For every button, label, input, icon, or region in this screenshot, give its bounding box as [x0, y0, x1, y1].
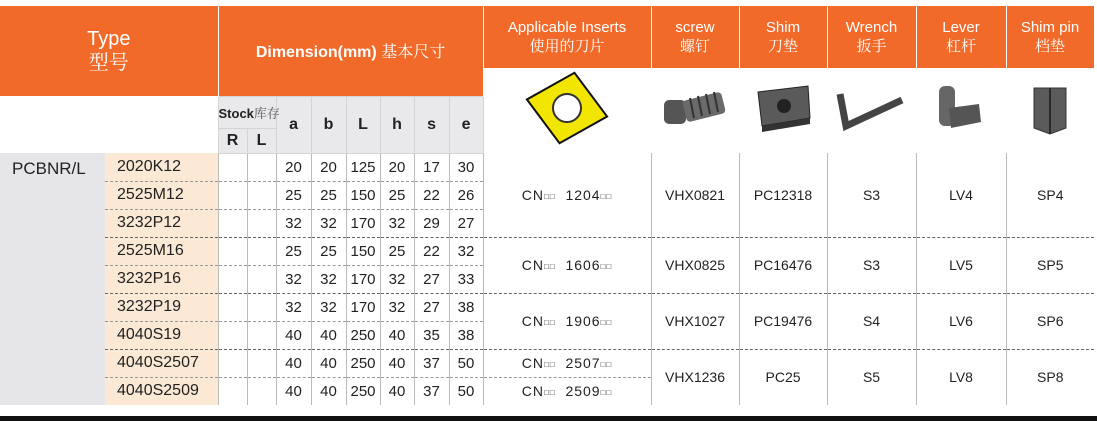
lever-icon: [931, 78, 991, 138]
insert-cell: [483, 377, 651, 405]
dim-a: 40: [276, 349, 311, 377]
dim-e-header: e: [449, 96, 483, 153]
dim-L: 125: [346, 153, 380, 181]
insert-prefix: CN: [521, 186, 544, 203]
dim-h: 40: [380, 377, 414, 405]
wrench-cell: S3: [827, 153, 916, 237]
dim-s-header: s: [414, 96, 449, 153]
dim-e: 33: [449, 265, 483, 293]
screw-icon: [660, 78, 730, 138]
stock-header: [218, 96, 280, 128]
lever-header: [916, 6, 1006, 68]
wrench-cell: S3: [827, 237, 916, 293]
stock-r: [218, 153, 247, 181]
dim-b: 40: [311, 377, 346, 405]
dim-h: 32: [380, 293, 414, 321]
stock-l: [247, 209, 276, 237]
dim-h-header: h: [380, 96, 414, 153]
shimpin-header: [1006, 6, 1094, 68]
insert-num: 2507: [565, 355, 601, 371]
stock-r: [218, 293, 247, 321]
screw-header-cn: 螺钉: [680, 38, 711, 55]
screw-image-cell: [651, 68, 739, 153]
row-code: 4040S2507: [105, 349, 218, 377]
dim-s: 22: [414, 237, 449, 265]
dim-L: 250: [346, 377, 380, 405]
wrench-cell: S5: [827, 349, 916, 405]
insert-box: □□: [543, 261, 556, 271]
dim-b: 32: [311, 293, 346, 321]
insert-cell: [483, 153, 651, 237]
dim-a: 25: [276, 237, 311, 265]
insert-box: □□: [600, 317, 613, 327]
shim-cell: PC25: [739, 349, 827, 405]
shimpin-header-cn: 档垫: [1035, 38, 1066, 55]
stock-header-cn: 库存: [253, 105, 280, 121]
dim-b: 32: [311, 209, 346, 237]
row-code: 2020K12: [105, 153, 218, 181]
insert-cell: [483, 237, 651, 293]
insert-cell: [483, 293, 651, 349]
dim-h: 25: [380, 181, 414, 209]
wrench-cell: S4: [827, 293, 916, 349]
wrench-header-cn: 扳手: [856, 38, 887, 55]
stock-r: [218, 181, 247, 209]
insert-prefix: CN: [521, 313, 544, 329]
dim-e: 27: [449, 209, 483, 237]
lever-image-cell: [916, 68, 1006, 153]
dim-h: 20: [380, 153, 414, 181]
screw-cell: VHX0825: [651, 237, 739, 293]
insert-num: 2509: [565, 383, 601, 400]
dim-s: 17: [414, 153, 449, 181]
insert-box: □□: [543, 388, 556, 398]
insert-box: □□: [543, 317, 556, 327]
lever-cell: LV6: [916, 293, 1006, 349]
stock-l: [247, 265, 276, 293]
dim-s: 27: [414, 293, 449, 321]
screw-header: [651, 6, 739, 68]
dim-e: 38: [449, 293, 483, 321]
inserts-header: [483, 6, 651, 68]
shim-cell: PC16476: [739, 237, 827, 293]
stock-r: [218, 321, 247, 349]
inserts-header-cn: 使用的刀片: [529, 38, 605, 55]
stock-r: [218, 237, 247, 265]
insert-num: 1606: [565, 257, 601, 273]
stock-l: [247, 181, 276, 209]
row-code: 3232P19: [105, 293, 218, 321]
wrench-icon: [832, 78, 912, 138]
lever-cell: LV4: [916, 153, 1006, 237]
dim-e: 30: [449, 153, 483, 181]
dim-L-header: L: [346, 96, 380, 153]
bottom-rule: [0, 416, 1097, 421]
shim-image-cell: [739, 68, 827, 153]
dim-a-header: a: [276, 96, 311, 153]
dim-L: 170: [346, 209, 380, 237]
dim-b: 32: [311, 265, 346, 293]
insert-box: □□: [600, 261, 613, 271]
stock-r-header: R: [218, 128, 247, 153]
shimpin-icon: [1020, 78, 1080, 138]
dim-b: 25: [311, 181, 346, 209]
insert-cell: [483, 349, 651, 377]
dim-h: 40: [380, 321, 414, 349]
insert-box: □□: [600, 388, 613, 398]
insert-box: □□: [600, 359, 613, 369]
stock-l: [247, 237, 276, 265]
dim-a: 32: [276, 265, 311, 293]
row-code: 3232P16: [105, 265, 218, 293]
type-header-en: Type: [87, 28, 131, 50]
stock-l: [247, 293, 276, 321]
stock-l: [247, 349, 276, 377]
inserts-header-en: Applicable Inserts: [507, 19, 627, 36]
dim-s: 27: [414, 265, 449, 293]
dim-h: 25: [380, 237, 414, 265]
insert-prefix: CN: [521, 383, 544, 400]
dim-b: 20: [311, 153, 346, 181]
row-code: 4040S2509: [105, 377, 218, 405]
insert-num: 1906: [565, 313, 601, 329]
shim-icon: [748, 78, 818, 138]
stock-l: [247, 153, 276, 181]
dim-s: 22: [414, 181, 449, 209]
stock-r: [218, 349, 247, 377]
shimpin-cell: SP4: [1006, 153, 1094, 237]
dim-s: 37: [414, 377, 449, 405]
stock-l: [247, 321, 276, 349]
dim-b: 40: [311, 349, 346, 377]
dim-a: 25: [276, 181, 311, 209]
row-code: 4040S19: [105, 321, 218, 349]
insert-image-cell: [483, 68, 651, 153]
shimpin-image-cell: [1006, 68, 1094, 153]
dim-a: 40: [276, 321, 311, 349]
type-header: [0, 6, 218, 96]
series-cell: PCBNR/L: [0, 153, 105, 405]
stock-r: [218, 209, 247, 237]
wrench-image-cell: [827, 68, 916, 153]
dim-h: 32: [380, 265, 414, 293]
screw-cell: VHX1236: [651, 349, 739, 405]
insert-prefix: CN: [521, 355, 544, 371]
shimpin-cell: SP6: [1006, 293, 1094, 349]
dim-L: 250: [346, 321, 380, 349]
dim-L: 170: [346, 265, 380, 293]
stock-l: [247, 377, 276, 405]
row-code: 2525M12: [105, 181, 218, 209]
dim-L: 170: [346, 293, 380, 321]
row-code: 2525M16: [105, 237, 218, 265]
shimpin-cell: SP5: [1006, 237, 1094, 293]
wrench-header: [827, 6, 916, 68]
wrench-header-en: Wrench: [845, 19, 898, 36]
lever-cell: LV8: [916, 349, 1006, 405]
stock-r: [218, 377, 247, 405]
stock-header-en: Stock: [218, 105, 254, 121]
dim-a: 32: [276, 209, 311, 237]
dim-b: 25: [311, 237, 346, 265]
dim-b-header: b: [311, 96, 346, 153]
insert-num: 1204: [565, 186, 601, 203]
shim-header-en: Shim: [765, 19, 801, 36]
dim-h: 40: [380, 349, 414, 377]
lever-header-cn: 杠杆: [946, 38, 977, 55]
dim-h: 32: [380, 209, 414, 237]
dim-e: 50: [449, 349, 483, 377]
dim-L: 250: [346, 349, 380, 377]
row-code: 3232P12: [105, 209, 218, 237]
type-spacer-2: [0, 128, 218, 153]
dim-e: 26: [449, 181, 483, 209]
stock-l-header: L: [247, 128, 276, 153]
shimpin-cell: SP8: [1006, 349, 1094, 405]
dimension-header: [218, 6, 483, 96]
dimension-header-cn: 基本尺寸: [381, 44, 446, 62]
screw-header-en: screw: [675, 19, 715, 36]
dim-s: 37: [414, 349, 449, 377]
dim-L: 150: [346, 237, 380, 265]
dim-a: 40: [276, 377, 311, 405]
dim-b: 40: [311, 321, 346, 349]
stock-r: [218, 265, 247, 293]
insert-box: □□: [600, 191, 613, 201]
dim-s: 35: [414, 321, 449, 349]
shim-cell: PC19476: [739, 293, 827, 349]
type-spacer: [0, 96, 218, 128]
spec-table: [0, 6, 1095, 405]
dim-e: 38: [449, 321, 483, 349]
insert-box: □□: [543, 359, 556, 369]
shim-header: [739, 6, 827, 68]
dim-e: 50: [449, 377, 483, 405]
dim-e: 32: [449, 237, 483, 265]
lever-header-en: Lever: [942, 19, 980, 36]
lever-cell: LV5: [916, 237, 1006, 293]
dimension-header-en: Dimension(mm): [255, 44, 377, 62]
insert-box: □□: [543, 191, 556, 201]
dim-a: 32: [276, 293, 311, 321]
dim-a: 20: [276, 153, 311, 181]
shim-cell: PC12318: [739, 153, 827, 237]
shimpin-header-en: Shim pin: [1020, 19, 1080, 36]
dim-s: 29: [414, 209, 449, 237]
shim-header-cn: 刀垫: [768, 38, 799, 55]
screw-cell: VHX0821: [651, 153, 739, 237]
insert-prefix: CN: [521, 257, 544, 273]
screw-cell: VHX1027: [651, 293, 739, 349]
insert-icon: [522, 68, 612, 148]
type-header-cn: 型号: [88, 52, 129, 74]
dim-L: 150: [346, 181, 380, 209]
